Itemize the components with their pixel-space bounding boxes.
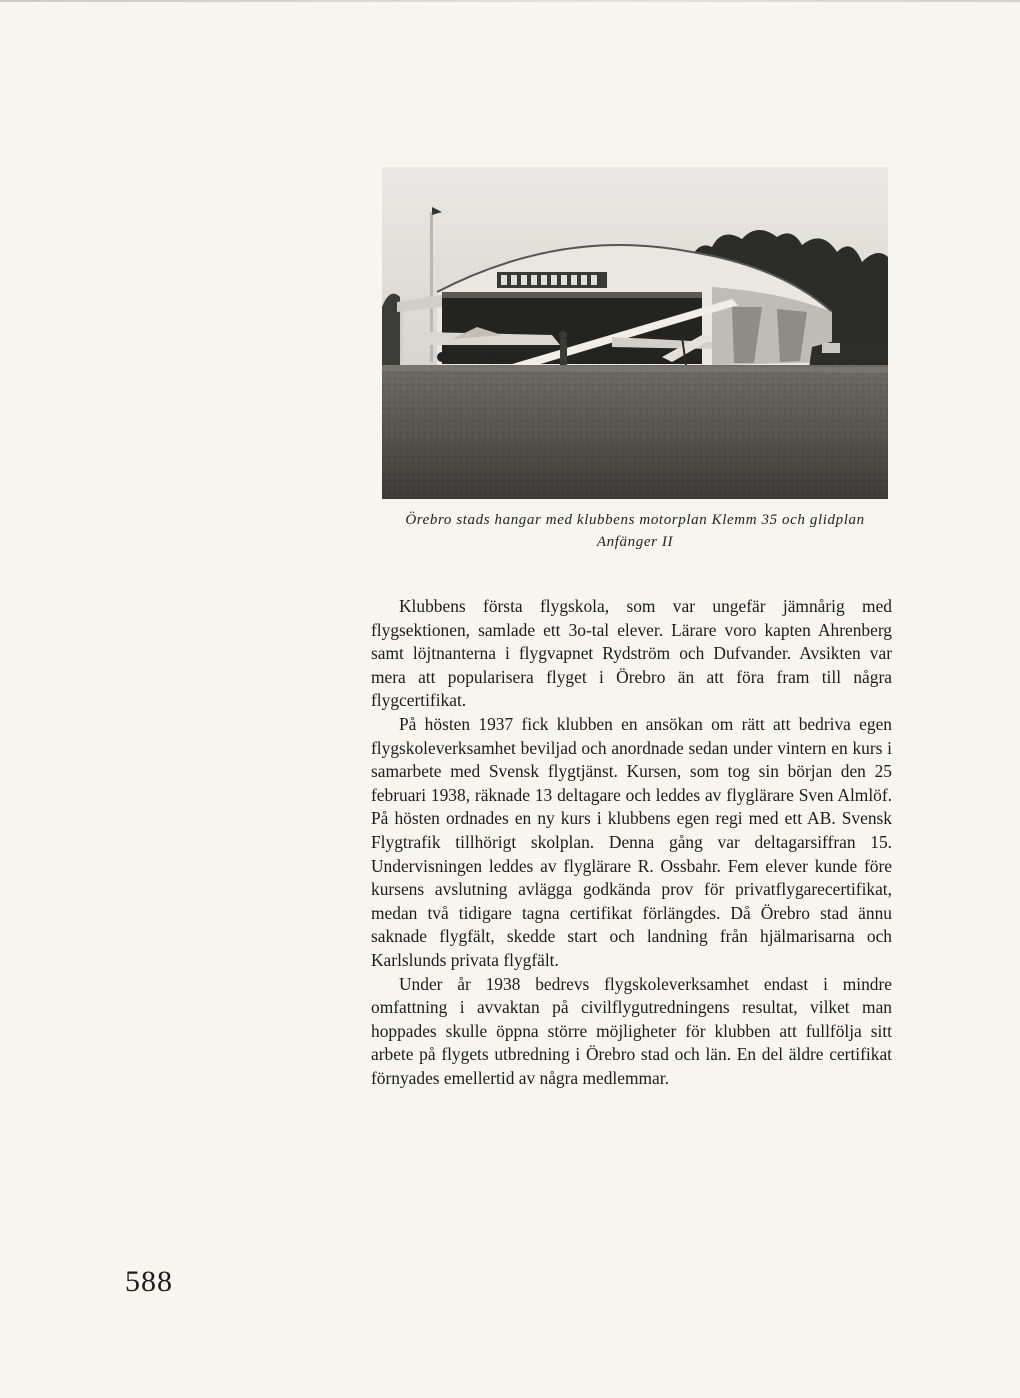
hangar-photo [382, 167, 888, 499]
paragraph-2: På hösten 1937 fick klubben en ansökan om rätt att bedriva egen flygskoleverksamhet beviljad och anordnade sedan under vintern en kurs i samarbete med Svensk flygtjänst. Kursen, som tog sin början den 25 februari 1938, räknade 13 deltagare och leddes av flyglärare Sven Almlöf. På hösten ordnades en ny kurs i klubbens egen regi med ett AB. Svensk Flygtrafik tillhörigt skolplan. Denna gång var deltagarsiffran 15. Undervisningen leddes av flyglärare R. Ossbahr. Fem elever kunde före kursens avslutning avlägga godkända prov för privatflygarecertifikat, medan två tidigare tagna certifikat förlängdes. Då Örebro stad ännu saknade flygfält, skedde start och landning från hjälmarisarna och Karlslunds privata flygfält. [371, 713, 892, 970]
paragraph-1: Klubbens första flygskola, som var ungefär jämnårig med flygsektionen, samlade ett 3o-tal elever. Lärare voro kapten Ahrenberg samt löjtnanterna i flygvapnet Rydström och Dufvander. Avsikten var mera att popularisera flyget i Örebro än att föra fram till några flygcertifikat. [371, 596, 892, 711]
article-body [371, 595, 892, 1090]
caption-line-1: Örebro stads hangar med klubbens motorplan Klemm 35 och glidplan [405, 512, 865, 528]
page-number: 588 [125, 1265, 173, 1298]
paragraph-3: Under år 1938 bedrevs flygskoleverksamhet endast i mindre omfattning i avvaktan på civilflygutredningens resultat, vilket man hoppades skulle öppna större möjligheter för klubben att fullfölja sitt arbete på flygets utbredning i Örebro stad och län. En del äldre certifikat förnyades emellertid av några medlemmar. [371, 973, 892, 1088]
caption-line-2: Anfänger II [596, 534, 674, 550]
photo-caption [370, 509, 900, 553]
page-top-edge [0, 0, 1020, 2]
